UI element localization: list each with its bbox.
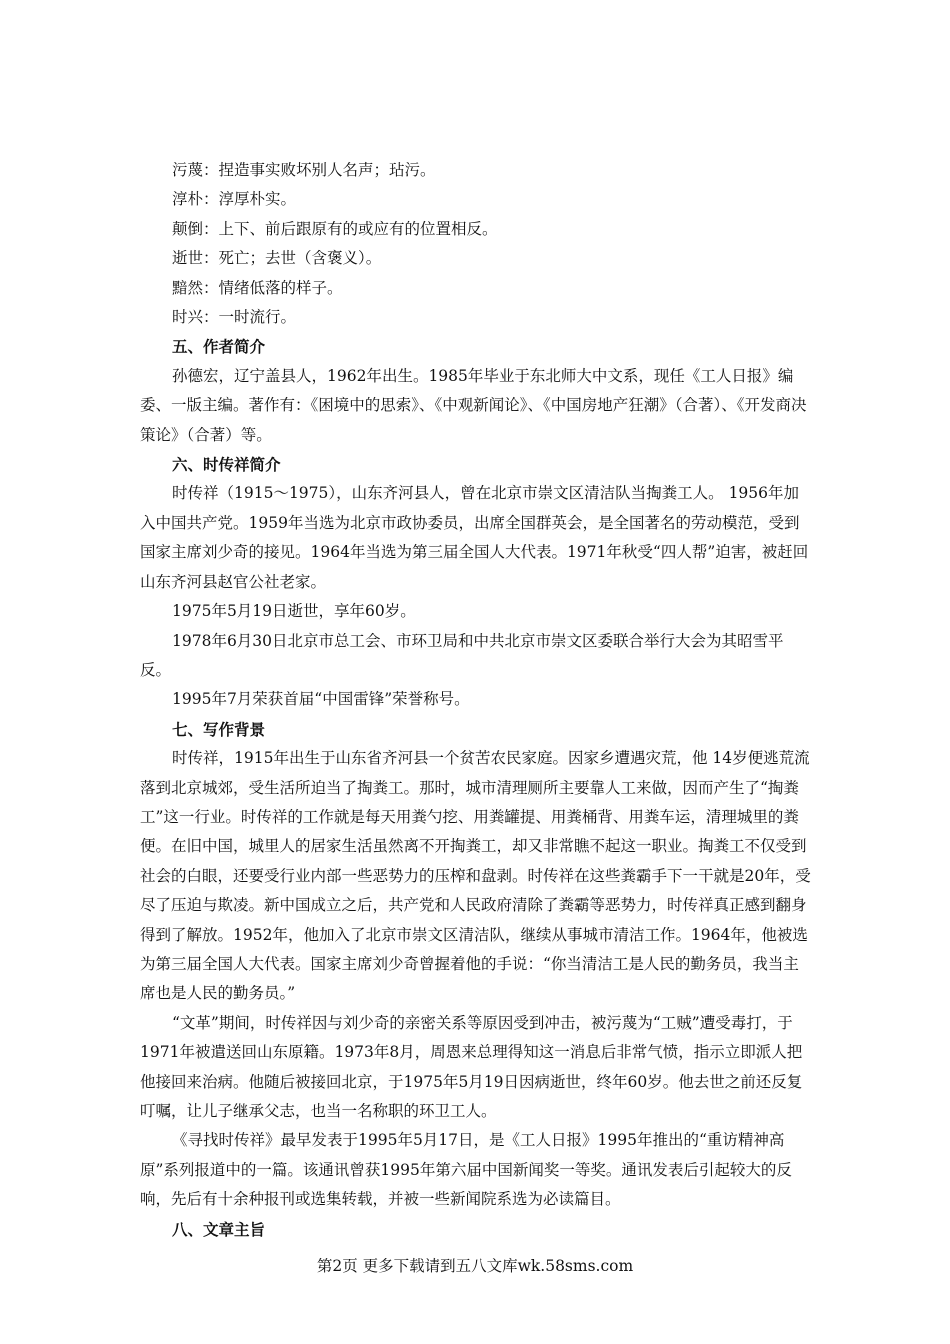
paragraph: “文革”期间，时传祥因与刘少奇的亲密关系等原因受到冲击，被污蔑为“工贼”遭受毒打，于1971年被遣送回山东原籍。1973年8月，周恩来总理得知这一消息后非常气愤，指示立即派人把他接回来治病。他随后被接回北京，于1975年5月19日因病逝世，终年60岁。他去世之前还反复叮嘱，让儿子继承父志，也当一名称职的环卫工人。 bbox=[140, 1013, 803, 1120]
page-footer: 第2页 更多下载请到五八文库wk.58sms.com bbox=[316, 1257, 634, 1275]
paragraph: 1995年7月荣获首届“中国雷锋”荣誉称号。 bbox=[172, 690, 470, 709]
vocab-entry: 颠倒：上下、前后跟原有的或应有的位置相反。 bbox=[172, 219, 498, 238]
paragraph: 时传祥，1915年出生于山东省齐河县一个贫苦农民家庭。因家乡遭遇灾荒，他 14岁便逃荒流落到北京城郊，受生活所迫当了掏粪工。那时，城市清理厕所主要靠人工来做，因而产生了“掏粪工”这一行业。时传祥的工作就是每天用粪勺挖、用粪罐提、用粪桶背、用粪车运，清理城里的粪便。在旧中国，城里人的居家生活虽然离不开掏粪工，却又非常瞧不起这一职业。掏粪工不仅受到社会的白眼，还要受行业内部一些恶势力的压榨和盘剥。时传祥在这些粪霸手下一干就是20年，受尽了压迫与欺凌。新中国成立之后，共产党和人民政府清除了粪霸等恶势力，时传祥真正感到翻身得到了解放。1952年，他加入了北京市崇文区清洁队，继续从事城市清洁工作。1964年，他被选为第三届全国人大代表。国家主席刘少奇曾握着他的手说：“你当清洁工是人民的勤务员，我当主席也是人民的勤务员。” bbox=[140, 749, 811, 1003]
vocab-entry: 淳朴：淳厚朴实。 bbox=[172, 190, 297, 209]
paragraph: 1978年6月30日北京市总工会、市环卫局和中共北京市崇文区委联合举行大会为其昭雪平反。 bbox=[140, 631, 784, 679]
section-heading-author: 五、作者简介 bbox=[172, 337, 266, 357]
vocab-entry: 逝世：死亡；去世（含褒义）。 bbox=[172, 249, 382, 268]
paragraph: 孙德宏，辽宁盖县人，1962年出生。1985年毕业于东北师大中文系，现任《工人日报》编委、一版主编。著作有：《困境中的思索》、《中观新闻论》、《中国房地产狂潮》（合著）、《开发商决策论》（合著）等。 bbox=[140, 366, 807, 444]
section-heading-background: 七、写作背景 bbox=[172, 719, 266, 739]
section-heading-shi-chuanxiang: 六、时传祥简介 bbox=[172, 455, 281, 475]
vocab-entry: 时兴：一时流行。 bbox=[172, 308, 297, 327]
section-heading-theme: 八、文章主旨 bbox=[172, 1219, 266, 1239]
document-body bbox=[140, 156, 812, 1244]
vocab-entry: 污蔑：捏造事实败坏别人名声；玷污。 bbox=[172, 161, 436, 179]
vocab-entry: 黯然：情绪低落的样子。 bbox=[172, 278, 343, 297]
paragraph: 时传祥（1915～1975），山东齐河县人，曾在北京市崇文区清洁队当掏粪工人。 1956年加入中国共产党。1959年当选为北京市政协委员，出席全国群英会，是全国著名的劳动模范，受到国家主席刘少奇的接见。1964年当选为第三届全国人大代表。1971年秋受“四人帮”迫害，被赶回山东齐河县赵官公社老家。 bbox=[140, 484, 809, 591]
paragraph: 1975年5月19日逝世，享年60岁。 bbox=[172, 602, 416, 621]
paragraph: 《寻找时传祥》最早发表于1995年5月17日，是《工人日报》1995年推出的“重访精神高原”系列报道中的一篇。该通讯曾获1995年第六届中国新闻奖一等奖。通讯发表后引起较大的反响，先后有十余种报刊或选集转载，并被一些新闻院系选为必读篇目。 bbox=[140, 1131, 792, 1209]
